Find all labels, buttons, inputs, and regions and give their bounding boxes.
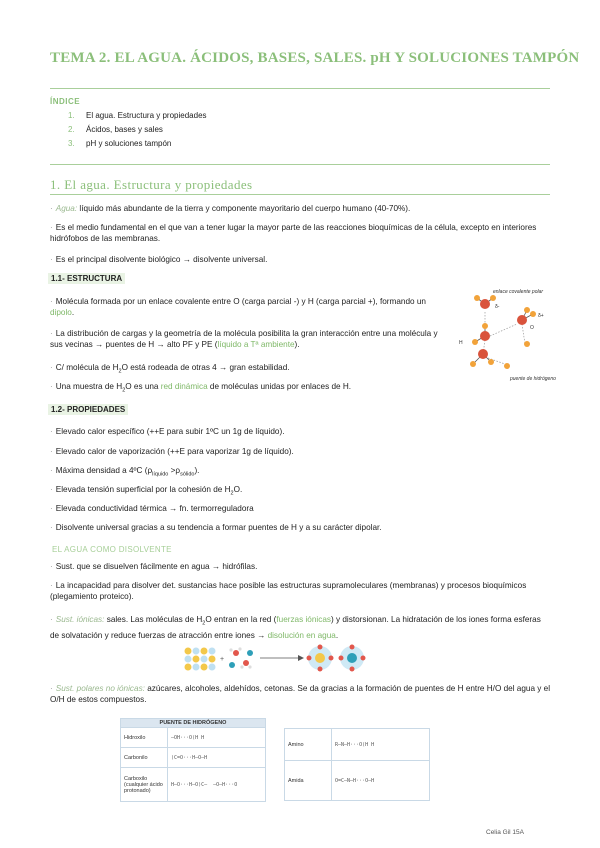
- water-molecules: [229, 647, 253, 668]
- table-cell: Hidroxilo: [121, 728, 168, 748]
- prop-calor-especifico: · Elevado calor específico (++E para subir 1ºC un 1g de líquido).: [50, 427, 285, 436]
- table-cell: Carbonilo: [121, 748, 168, 768]
- oxygen-atom: [478, 349, 488, 359]
- o-label: O: [530, 325, 534, 331]
- prop-tension: · Elevada tensión superficial por la cohesión de $H_2O$.: [50, 485, 243, 497]
- table-header: PUENTE DE HIDRÓGENO: [121, 719, 266, 728]
- hbond-table-left: [120, 718, 266, 802]
- bullet-red-dinamica: · Una muestra de $H_2O$ es una red dinámica de moléculas unidas por enlaces de H.: [50, 382, 352, 394]
- crystal-lattice: [185, 648, 216, 671]
- prop-conductividad: · Elevada conductividad térmica → fn. termorreguladora: [50, 504, 254, 513]
- index-list: [68, 109, 207, 151]
- figure-label-hbond: puente de hidrógeno: [510, 376, 556, 382]
- disolvente-ionicas: · Sust. iónicas: sales. Las moléculas de $H_2O$ entran en la red (fuerzas iónicas) y distorsionan. La hidratación de los iones forma esferas de solvatación y reduce fuerzas de atracción entre iones → disolución en agua.: [50, 615, 541, 640]
- disolvente-incapacidad: · La incapacidad para disolver det. sustancias hace posible las estructuras supramoleculares (membranas) y procesos bioquímicos (plegamiento proteico).: [50, 581, 527, 601]
- table-cell-structure: H—O···H—O⟩C— —O—H···O: [168, 768, 266, 802]
- table-cell-structure: —OH···O⟨H H: [168, 728, 266, 748]
- index-heading: ÍNDICE: [50, 97, 81, 106]
- hbond-table-right: [284, 728, 430, 801]
- index-item: 3. pH y soluciones tampón: [68, 139, 172, 148]
- solvated-ions: [307, 645, 366, 672]
- index-item: 1. El agua. Estructura y propiedades: [68, 111, 207, 120]
- delta-plus-label: δ+: [538, 313, 544, 319]
- figure-label-covalent: enlace covalente polar: [493, 289, 544, 295]
- table-cell: Amino: [285, 729, 332, 761]
- bullet-distribucion: · La distribución de cargas y la geometría de la molécula posibilita la gran interacción entre una molécula y sus vecinas → puentes de H → alto PF y PE (líquido a Tª ambiente).: [50, 329, 438, 349]
- paragraph-agua: · Agua: líquido más abundante de la tierra y componente mayoritario del cuerpo humano (40-70%).: [50, 204, 411, 213]
- table-cell: Carboxilo (cualquier ácido protonado): [121, 768, 168, 802]
- disolvente-polares: · Sust. polares no iónicas: azúcares, alcoholes, aldehídos, cetonas. Se da gracias a la formación de puentes de H entre H/O del agua y el O/H de estos compuestos.: [50, 684, 551, 704]
- water-network-figure: [455, 284, 565, 384]
- prop-densidad: · Máxima densidad a 4ºC $(\rho_{líquido} >\rho_{sólido})$.: [50, 466, 200, 478]
- prop-disolvente: · Disolvente universal gracias a su tendencia a formar puentes de H y a su carácter dipolar.: [50, 523, 382, 532]
- subheading-agua-disolvente: EL AGUA COMO DISOLVENTE: [52, 545, 172, 554]
- footer-author: Celia Gil 15A: [486, 829, 524, 836]
- index-item: 2. Ácidos, bases y sales: [68, 125, 163, 134]
- title-divider: [50, 88, 550, 89]
- table-cell-structure: R—N—H···O⟨H H: [332, 729, 430, 761]
- disolvente-hidrofilas: · Sust. que se disuelven fácilmente en agua → hidrófilas.: [50, 562, 258, 571]
- section-title: 1. El agua. Estructura y propiedades: [50, 177, 253, 192]
- page-title: TEMA 2. EL AGUA. ÁCIDOS, BASES, SALES. pH Y SOLUCIONES TAMPÓN: [50, 50, 580, 66]
- ion-solvation-figure: [180, 641, 380, 675]
- oxygen-atom: [480, 299, 490, 309]
- oxygen-atom: [517, 315, 527, 325]
- delta-minus-label: δ-: [495, 304, 500, 310]
- paragraph-medio: · Es el medio fundamental en el que van a tener lugar la mayor parte de las reacciones bioquímicas de la célula, excepto en interiores hidrófobos de las membranas.: [50, 223, 537, 243]
- bullet-dipolo: · Molécula formada por un enlace covalente entre O (carga parcial -) y H (carga parcial +), formando un dipolo.: [50, 297, 426, 317]
- index-divider: [50, 164, 550, 165]
- table-cell-structure: O=C—N—H···O—H: [332, 761, 430, 801]
- paragraph-disolvente: · Es el principal disolvente biológico → disolvente universal.: [50, 255, 268, 264]
- table-cell: Amida: [285, 761, 332, 801]
- svg-text:+: +: [220, 656, 225, 663]
- section-divider: [50, 194, 550, 195]
- subheading-estructura: 1.1- ESTRUCTURA: [48, 273, 125, 284]
- bullet-rodeada: · C/ molécula de $H_2O$ está rodeada de otras 4 → gran estabilidad.: [50, 363, 290, 375]
- prop-calor-vaporizacion: · Elevado calor de vaporización (++E para vaporizar 1g de líquido).: [50, 447, 294, 456]
- h-label: H: [459, 340, 463, 346]
- subheading-propiedades: 1.2- PROPIEDADES: [48, 404, 128, 415]
- oxygen-atom: [480, 331, 490, 341]
- table-cell-structure: ⟩C=O···H—O—H: [168, 748, 266, 768]
